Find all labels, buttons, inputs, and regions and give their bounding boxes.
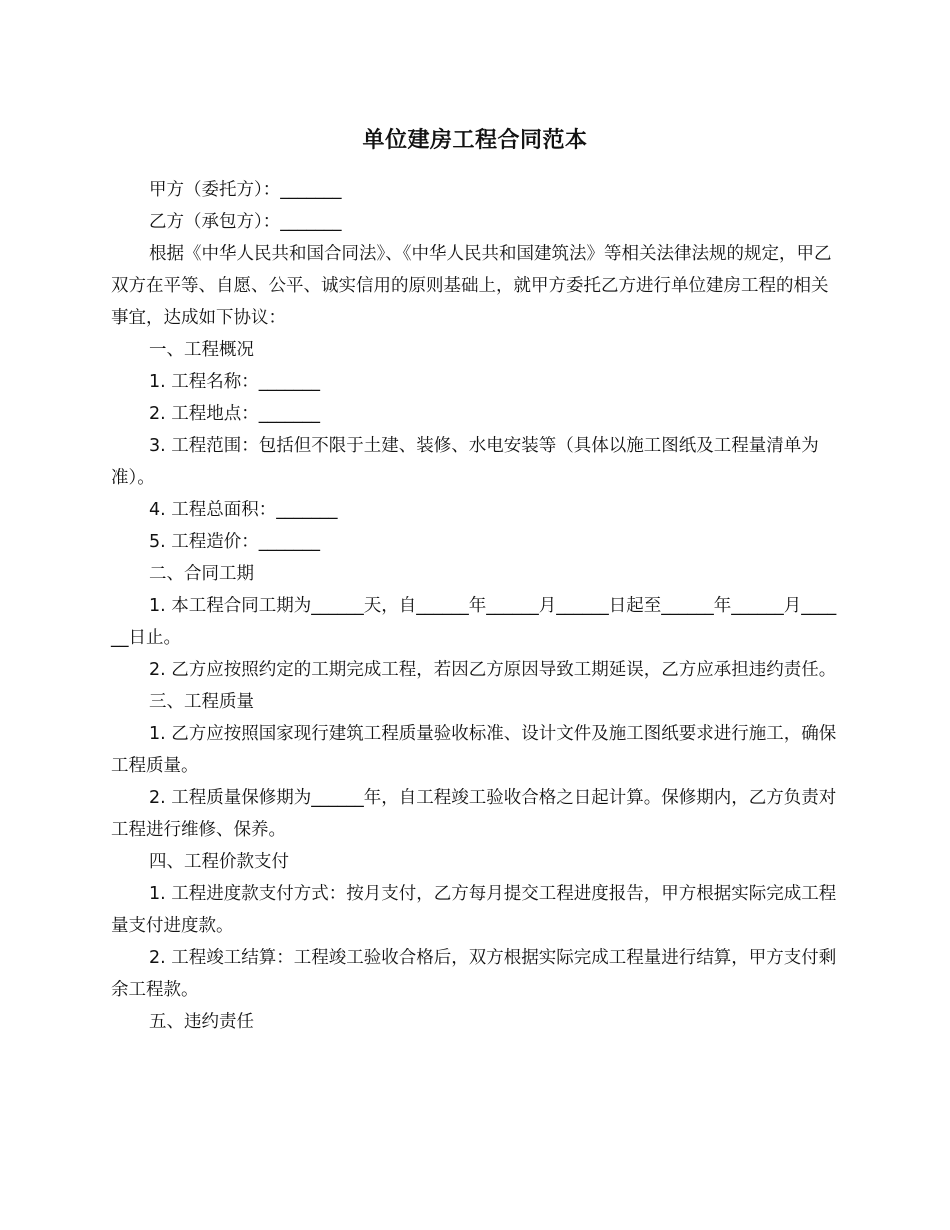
clause-period-delay: 2. 乙方应按照约定的工期完成工程，若因乙方原因导致工期延误，乙方应承担违约责任。: [149, 660, 837, 680]
clause-warranty-period: 2. 工程质量保修期为______年，自工程竣工验收合格之日起计算。保修期内，乙方负责对工程进行维修、保养。: [111, 788, 837, 840]
clause-period-dates: 1. 本工程合同工期为______天，自______年______月______日起至______年______月______日止。: [111, 596, 837, 648]
party-b-line: 乙方（承包方）：_______: [149, 212, 342, 232]
section-heading-project-overview: 一、工程概况: [149, 340, 254, 360]
clause-progress-payment: 1. 工程进度款支付方式：按月支付，乙方每月提交工程进度报告，甲方根据实际完成工程量支付进度款。: [111, 884, 837, 936]
section-heading-contract-period: 二、合同工期: [149, 564, 254, 584]
clause-final-settlement: 2. 工程竣工结算：工程竣工验收合格后，双方根据实际完成工程量进行结算，甲方支付剩余工程款。: [111, 948, 837, 1000]
clause-total-area: 4. 工程总面积：_______: [149, 500, 338, 520]
clause-project-location: 2. 工程地点：_______: [149, 404, 321, 424]
clause-project-name: 1. 工程名称：_______: [149, 372, 321, 392]
section-heading-liability: 五、违约责任: [149, 1012, 254, 1032]
document-title: 单位建房工程合同范本: [362, 128, 588, 153]
document-body: [111, 174, 843, 1038]
party-a-line: 甲方（委托方）：_______: [149, 180, 342, 200]
section-heading-payment: 四、工程价款支付: [149, 852, 289, 872]
clause-quality-standard: 1. 乙方应按照国家现行建筑工程质量验收标准、设计文件及施工图纸要求进行施工，确保工程质量。: [111, 724, 837, 776]
clause-project-cost: 5. 工程造价：_______: [149, 532, 321, 552]
clause-project-scope: 3. 工程范围：包括但不限于土建、装修、水电安装等（具体以施工图纸及工程量清单为准）。: [111, 436, 819, 488]
preamble-paragraph: 根据《中华人民共和国合同法》、《中华人民共和国建筑法》等相关法律法规的规定，甲乙双方在平等、自愿、公平、诚实信用的原则基础上，就甲方委托乙方进行单位建房工程的相关事宜，达成如下协议：: [111, 244, 832, 328]
section-heading-quality: 三、工程质量: [149, 692, 254, 712]
